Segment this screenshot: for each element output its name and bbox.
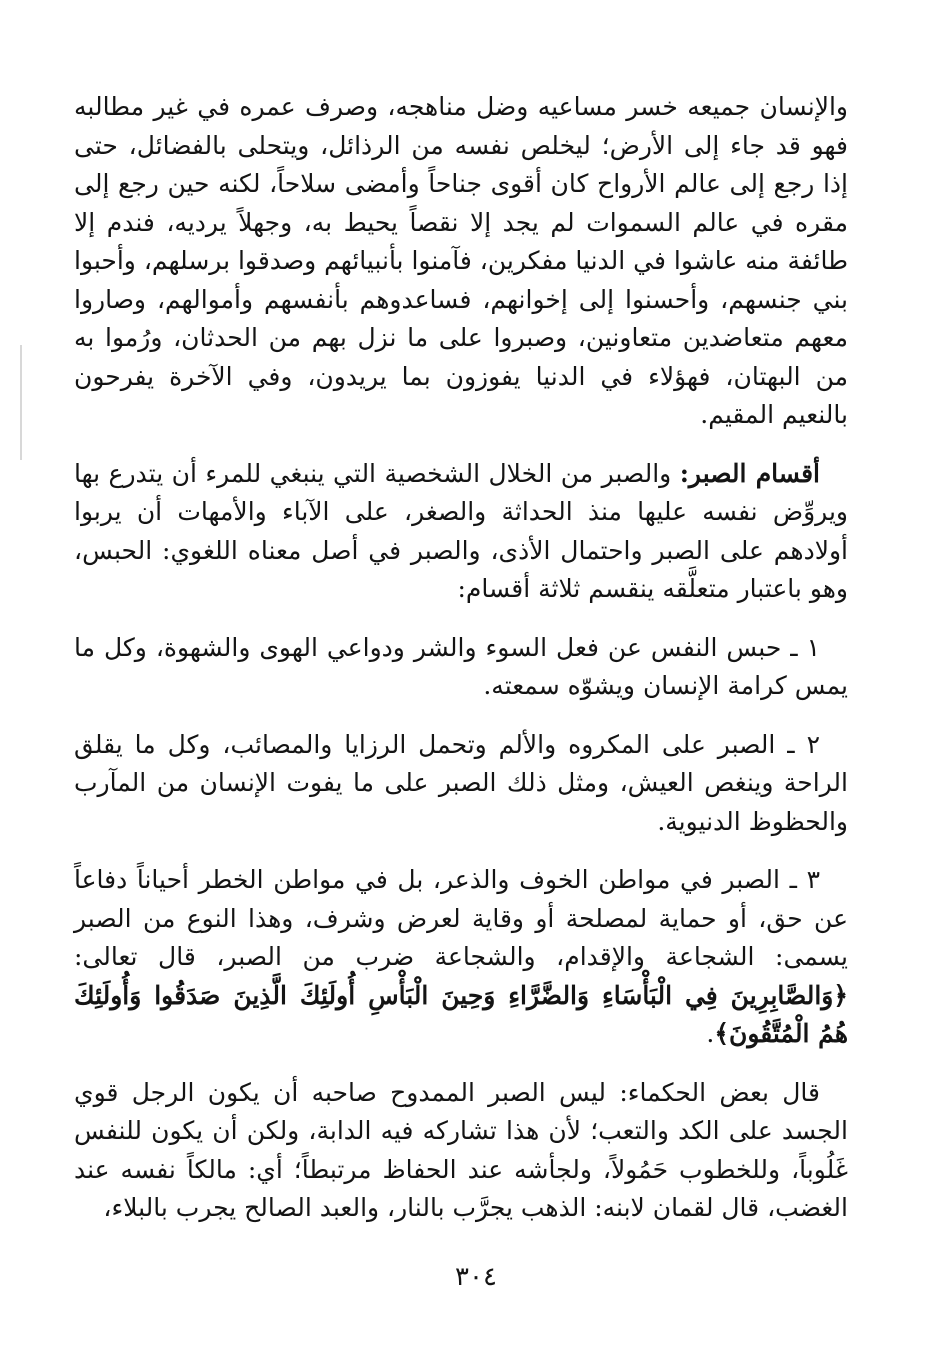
paragraph-wise-saying: قال بعض الحكماء: ليس الصبر الممدوح صاحبه أن يكون الرجل قوي الجسد على الكد والتعب؛ لأن هذا تشاركه فيه الدابة، ولكن أن يكون للنفس غَلُوباً، وللخطوب حَمُولاً، ولجأشه عند الحفاظ مرتبطاً؛ أي: مالكاً نفسه عند الغضب، قال لقمان لابنه: الذهب يجرَّب بالنار، والعبد الصالح يجرب بالبلاء، bbox=[74, 1077, 848, 1222]
list-item-3 bbox=[74, 861, 848, 1054]
section-heading: أقسام الصبر: bbox=[679, 458, 820, 488]
paragraph-intro: والإنسان جميعه خسر مساعيه وضل مناهجه، وصرف عمره في غير مطالبه فهو قد جاء إلى الأرض؛ ليخلص نفسه من الرذائل، ويتحلى بالفضائل، حتى إذا رجع إلى عالم الأرواح كان أقوى جناحاً وأمضى سلاحاً، لكنه حين رجع إلى مقره في عالم السموات لم يجد إلا نقصاً يحيط به، وجهلاً يرديه، فندم إلا طائفة منه عاشوا في الدنيا مفكرين، فآمنوا بأنبيائهم وصدقوا برسلهم، وأحبوا بني جنسهم، وأحسنوا إلى إخوانهم، فساعدوهم بأنفسهم وأموالهم، وصاروا معهم متعاضدين متعاونين، وصبروا على ما نزل بهم من الحدثان، ورُموا به من البهتان، فهؤلاء في الدنيا يفوزون بما يريدون، وفي الآخرة يفرحون بالنعيم المقيم. bbox=[74, 92, 848, 429]
list-item-3-body: ٣ ـ الصبر في مواطن الخوف والذعر، بل في مواطن الخطر أحياناً دفاعاً عن حق، أو حماية لمصلحة أو وقاية لعرض وشرف، وهذا النوع من الصبر يسمى: الشجاعة والإقدام، والشجاعة ضرب من الصبر، قال تعالى: bbox=[74, 865, 848, 971]
list-item-1: ١ ـ حبس النفس عن فعل السوء والشر ودواعي الهوى والشهوة، وكل ما يمس كرامة الإنسان ويشوّه سمعته. bbox=[74, 632, 848, 700]
list-item-2: ٢ ـ الصبر على المكروه والألم وتحمل الرزايا والمصائب، وكل ما يقلق الراحة وينغص العيش، ومثل ذلك الصبر على ما يفوت الإنسان من المآرب والحظوظ الدنيوية. bbox=[74, 729, 848, 836]
scan-edge-mark bbox=[20, 345, 22, 460]
list-item-3-end: . bbox=[706, 1019, 715, 1048]
paragraph-patience-types-body: والصبر من الخلال الشخصية التي ينبغي للمرء أن يتدرع بها ويروِّض نفسه عليها منذ الحداثة والصغر، على الآباء والأمهات أن يربوا أولادهم على الصبر واحتمال الأذى، والصبر في أصل معناه اللغوي: الحبس، وهو باعتبار متعلَّقه ينقسم ثلاثة أقسام: bbox=[74, 458, 848, 603]
paragraph-patience-types bbox=[74, 455, 848, 609]
page-number: ٣٠٤ bbox=[455, 1262, 497, 1292]
quran-verse: ﴿وَالصَّابِرِينَ فِي الْبَأْسَاءِ وَالضَّرَّاءِ وَحِينَ الْبَأْسِ أُولَئِكَ الَّذِينَ صَدَقُوا وَأُولَئِكَ هُمُ الْمُتَّقُونَ﴾ bbox=[74, 980, 848, 1048]
page-body bbox=[74, 88, 848, 1248]
